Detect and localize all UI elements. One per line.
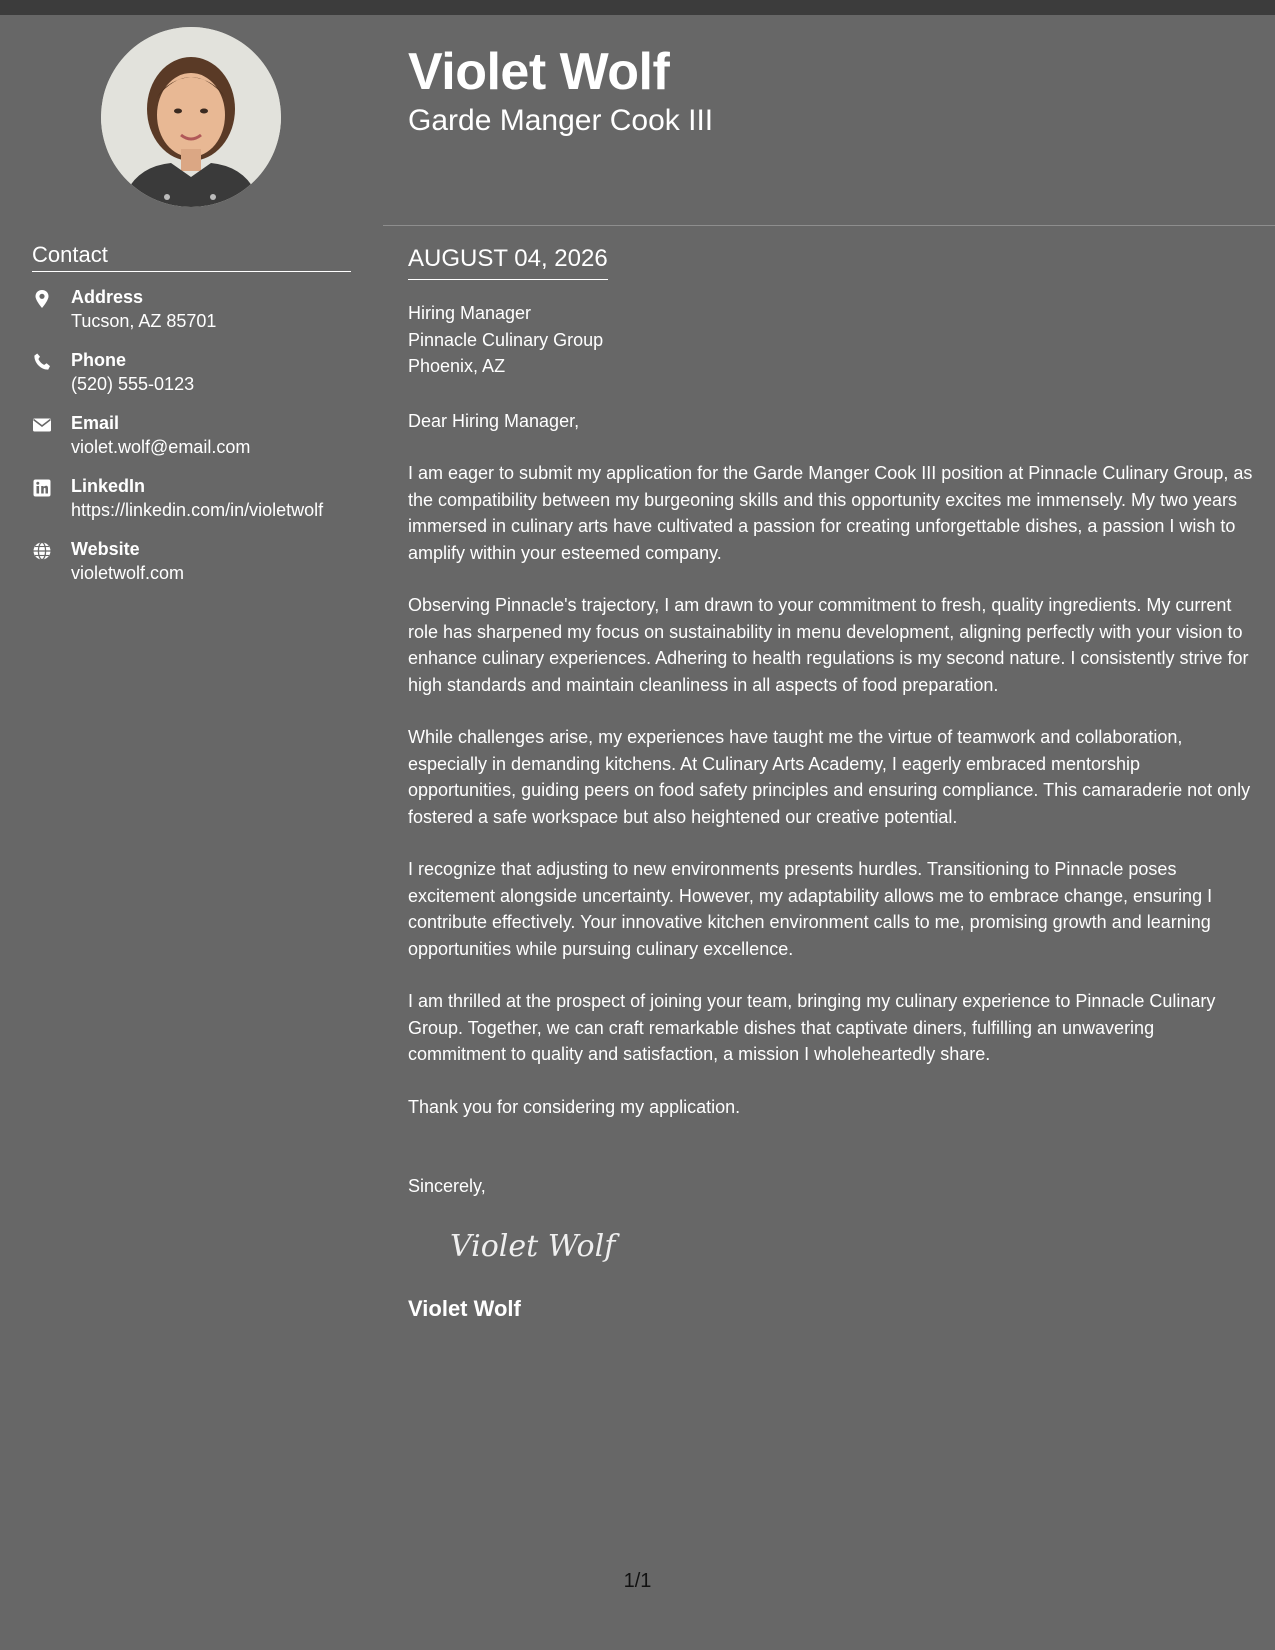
contact-label: Address	[71, 287, 144, 307]
body-paragraph: While challenges arise, my experiences have taught me the virtue of teamwork and collaboration, especially in demanding kitchens. At Culinary Arts Academy, I eagerly embraced mentorship opportunities, guiding peers on food safety principles and ensuring compliance. This camaraderie not only fostered a safe workspace but also heightened our creative potential.	[408, 727, 1251, 827]
signed-name: Violet Wolf	[408, 1295, 521, 1321]
signature	[446, 1220, 636, 1270]
contact-item-linkedin	[32, 475, 377, 538]
profile-photo	[101, 27, 281, 207]
linkedin-value[interactable]: https://linkedin.com/in/violetwolf	[71, 500, 324, 520]
contact-label: Email	[71, 413, 120, 433]
header-divider	[383, 225, 1275, 226]
recipient-block	[408, 300, 1253, 380]
phone-icon	[32, 352, 52, 372]
closing: Sincerely,	[408, 1176, 486, 1196]
letter-body	[408, 244, 1253, 1323]
contact-label: LinkedIn	[71, 476, 146, 496]
phone-value: (520) 555-0123	[71, 374, 195, 394]
header	[408, 40, 713, 138]
map-pin-icon	[32, 289, 52, 309]
page-number: 1/1	[623, 1570, 652, 1592]
body-paragraph: I am eager to submit my application for the Garde Manger Cook III position at Pinnacle Culinary Group, as the compatibility between my burgeoning skills and this opportunity excites me immensely. My two years immersed in culinary arts have cultivated a passion for creating unforgettable dishes, a passion I wish to amplify within your esteemed company.	[408, 463, 1253, 563]
contact-heading: Contact	[32, 241, 351, 272]
salutation: Dear Hiring Manager,	[408, 410, 580, 431]
body-paragraph: Thank you for considering my application.	[408, 1096, 741, 1117]
website-value[interactable]: violetwolf.com	[71, 563, 185, 583]
body-paragraph: Observing Pinnacle's trajectory, I am drawn to your commitment to fresh, quality ingredients. My current role has sharpened my focus on sustainability in menu development, aligning perfectly with your vision to enhance culinary experiences. Adhering to health regulations is my second nature. I consistently strive for high standards and maintain cleanliness in all aspects of food preparation.	[408, 595, 1249, 695]
recipient-line: Phoenix, AZ	[408, 356, 506, 376]
contact-list	[32, 286, 377, 601]
top-bar	[0, 0, 1275, 15]
body-paragraph: I am thrilled at the prospect of joining your team, bringing my culinary experience to Pinnacle Culinary Group. Together, we can craft remarkable dishes that captivate diners, fulfilling an unwavering commitment to quality and satisfaction, a mission I wholeheartedly share.	[408, 991, 1216, 1064]
envelope-icon	[32, 415, 52, 435]
linkedin-icon	[32, 478, 52, 498]
job-title: Garde Manger Cook III	[408, 104, 714, 137]
contact-item-email	[32, 412, 377, 475]
email-value[interactable]: violet.wolf@email.com	[71, 437, 251, 457]
letter-date: AUGUST 04, 2026	[408, 244, 608, 280]
contact-item-phone	[32, 349, 377, 412]
contact-label: Phone	[71, 350, 127, 370]
body-paragraph: I recognize that adjusting to new environments presents hurdles. Transitioning to Pinnacle poses excitement alongside uncertainty. However, my adaptability allows me to embrace change, ensuring I contribute effectively. Your innovative kitchen environment calls to me, promising growth and learning opportunities while pursuing culinary excellence.	[408, 859, 1213, 959]
contact-label: Website	[71, 539, 140, 559]
contact-item-address	[32, 286, 377, 349]
candidate-name: Violet Wolf	[408, 43, 670, 101]
svg-text:Violet Wolf: Violet Wolf	[450, 1228, 616, 1264]
address-value: Tucson, AZ 85701	[71, 311, 217, 331]
sidebar	[0, 15, 383, 1650]
recipient-line: Hiring Manager	[408, 303, 532, 323]
globe-icon	[32, 541, 52, 561]
recipient-line: Pinnacle Culinary Group	[408, 329, 604, 350]
contact-item-website	[32, 538, 377, 601]
